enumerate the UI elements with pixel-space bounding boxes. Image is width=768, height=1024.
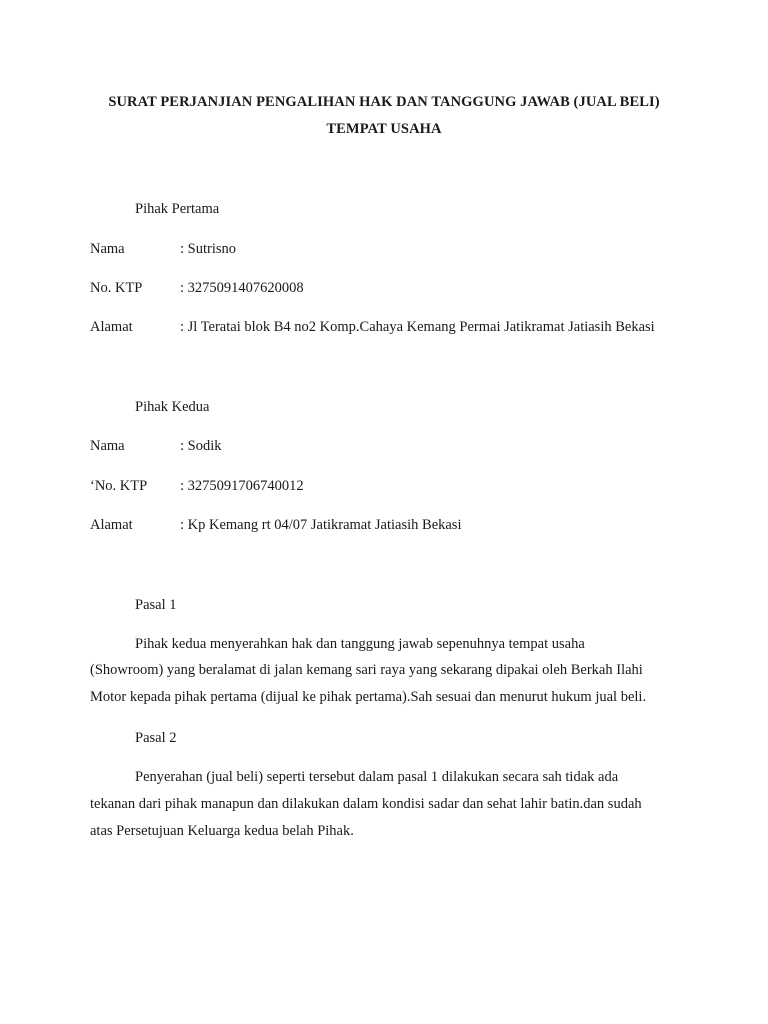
pihak-pertama-ktp-value: : 3275091407620008 xyxy=(180,280,304,296)
pihak-kedua-ktp-value: : 3275091706740012 xyxy=(180,478,304,494)
pasal-1-heading: Pasal 1 xyxy=(135,597,177,613)
pasal-1-line-3: Motor kepada pihak pertama (dijual ke pihak pertama).Sah sesuai dan menurut hukum jual beli. xyxy=(90,689,647,705)
pihak-pertama-alamat-value: : Jl Teratai blok B4 no2 Komp.Cahaya Kemang Permai Jatikramat Jatiasih Bekasi xyxy=(180,319,655,335)
document-title-line-1: SURAT PERJANJIAN PENGALIHAN HAK DAN TANGGUNG JAWAB (JUAL BELI) xyxy=(108,94,660,110)
pasal-2-heading: Pasal 2 xyxy=(135,730,177,746)
pihak-kedua-ktp-label: ‘No. KTP xyxy=(90,478,148,494)
pasal-1-line-1: Pihak kedua menyerahkan hak dan tanggung jawab sepenuhnya tempat usaha xyxy=(135,636,585,652)
pihak-pertama-nama-value: : Sutrisno xyxy=(180,241,236,257)
pihak-pertama-ktp-label: No. KTP xyxy=(90,280,143,296)
pihak-kedua-alamat-value: : Kp Kemang rt 04/07 Jatikramat Jatiasih Bekasi xyxy=(180,517,462,533)
pasal-2-line-1: Penyerahan (jual beli) seperti tersebut dalam pasal 1 dilakukan secara sah tidak ada xyxy=(135,769,619,785)
pihak-kedua-heading: Pihak Kedua xyxy=(135,399,210,415)
pihak-kedua-alamat-label: Alamat xyxy=(90,517,133,533)
pasal-2-line-2: tekanan dari pihak manapun dan dilakukan dalam kondisi sadar dan sehat lahir batin.dan sudah xyxy=(90,796,642,812)
pihak-pertama-heading: Pihak Pertama xyxy=(135,201,220,217)
document-title-line-2: TEMPAT USAHA xyxy=(326,121,442,137)
pihak-pertama-alamat-label: Alamat xyxy=(90,319,133,335)
pihak-pertama-nama-label: Nama xyxy=(90,241,125,257)
pihak-kedua-nama-label: Nama xyxy=(90,438,125,454)
pasal-1-line-2: (Showroom) yang beralamat di jalan kemang sari raya yang sekarang dipakai oleh Berkah Ilahi xyxy=(90,662,643,678)
pasal-2-line-3: atas Persetujuan Keluarga kedua belah Pihak. xyxy=(90,823,354,839)
pihak-kedua-nama-value: : Sodik xyxy=(180,438,222,454)
